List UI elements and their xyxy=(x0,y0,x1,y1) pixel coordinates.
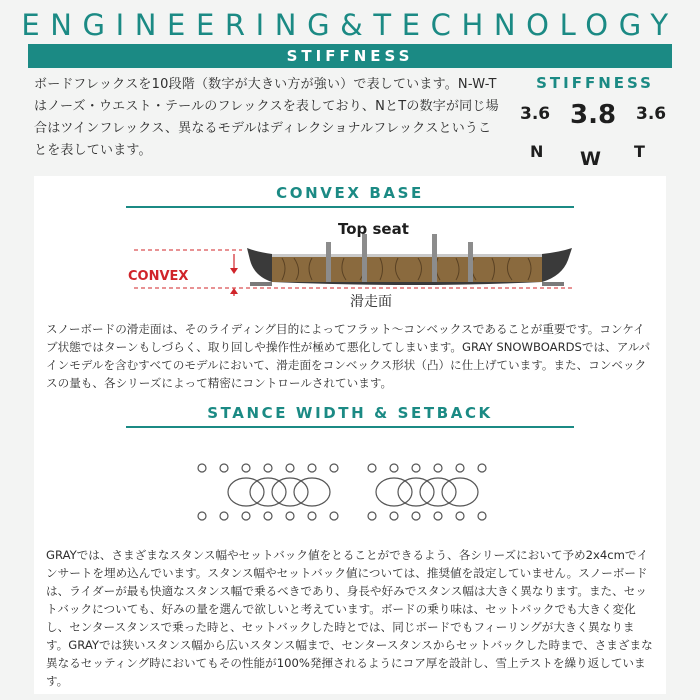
stiffness-banner: STIFFNESS xyxy=(28,44,672,68)
steel-edge xyxy=(250,282,272,286)
stance-insert-diagram xyxy=(184,450,524,540)
top-seat-label: Top seat xyxy=(338,220,409,238)
page-title: ENGINEERING&TECHNOLOGY xyxy=(21,8,679,42)
convex-base-title: CONVEX BASE xyxy=(276,184,424,202)
stance-title: STANCE WIDTH & SETBACK xyxy=(207,404,493,422)
top-sheet xyxy=(272,254,542,257)
stiffness-waist-letter: W xyxy=(580,148,601,170)
stiffness-tail-letter: T xyxy=(634,142,645,161)
convex-arrowhead-down xyxy=(230,268,238,274)
stiffness-nose-letter: N xyxy=(530,142,544,161)
insert xyxy=(432,234,437,282)
base-label: 滑走面 xyxy=(350,294,392,310)
stiffness-rating xyxy=(510,72,680,168)
steel-edge xyxy=(542,282,564,286)
convex-label: CONVEX xyxy=(128,269,189,284)
convex-description: スノーボードの滑走面は、そのライディング目的によってフラット〜コンベックスであることが重要です。コンケイブ状態ではターンもしづらく、取り回しや操作性が極めて悪化してしまいます。GRAY SNOWBOARDSでは、アルパインモデルを含むすべてのモデルにおいて、滑走面をコンベックス形状（凸）に仕上げています。また、コンベックスの量も、各シリーズによって精密にコントロールされています。 xyxy=(46,322,651,390)
insert-pattern-left xyxy=(198,464,338,520)
stance-description: GRAYでは、さまざまなスタンス幅やセットバック値をとることができるよう、各シリーズにおいて予め2x4cmでインサートを埋め込んでいます。スタンス幅やセットバック値については、推奨値を設定していません。スノーボードは、ライダーが最も快適なスタンス幅で乗るべきであり、身長や好みでスタンス幅は大きく異なります。また、セットバックについても、好みの量を選んで欲しいと考えています。ボードの乗り味は、セットバックでも大きく変化し、センタースタンスで乗った時と、セットバックした時とでは、同じボードでもフィーリングが大きく異なります。GRAYでは狭いスタンス幅から広いスタンス幅まで、センタースタンスからセットバックした時まで、さまざまな異なるセッティング時においてもその性能が100%発揮されるようにコア厚を設計し、雪上テストを繰り返しています。 xyxy=(46,548,653,688)
wood-core xyxy=(272,256,542,282)
insert xyxy=(362,234,367,282)
stiffness-label: STIFFNESS xyxy=(536,74,654,92)
stiffness-nose-value: 3.6 xyxy=(520,104,551,124)
insert xyxy=(468,242,473,282)
stance-title-underline xyxy=(126,426,574,428)
insert xyxy=(326,242,331,282)
stiffness-tail-value: 3.6 xyxy=(636,104,667,124)
insert-pattern-right xyxy=(368,464,486,520)
stiffness-description: ボードフレックスを10段階（数字が大きい方が強い）で表しています。N-W-Tはノーズ・ウエスト・テールのフレックスを表しており、NとTの数字が同じ場合はツインフレックス、異なるモデルはディレクショナルフレックスということを表しています。 xyxy=(34,77,499,158)
convex-arrowhead-up xyxy=(230,288,238,294)
stiffness-waist-value: 3.8 xyxy=(570,100,617,130)
convex-board-diagram xyxy=(122,204,582,296)
content-panel xyxy=(34,176,666,694)
